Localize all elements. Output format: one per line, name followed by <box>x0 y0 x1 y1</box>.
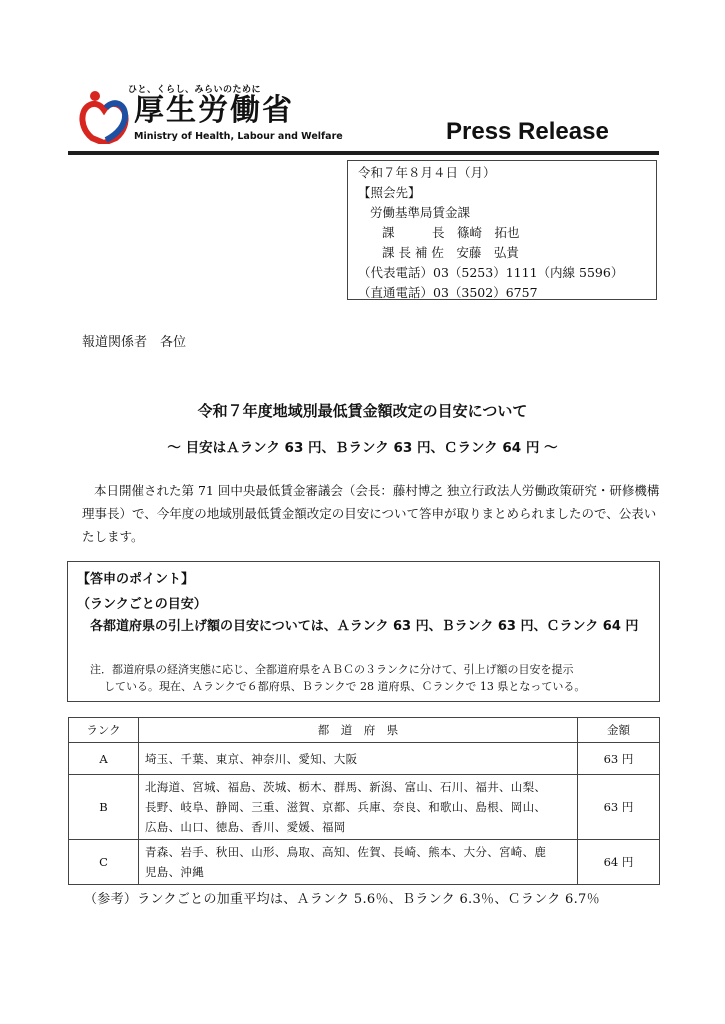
prefecture-line: 埼玉、千葉、東京、神奈川、愛知、大阪 <box>145 751 358 766</box>
prefecture-line: 長野、岐阜、静岡、三重、滋賀、京都、兵庫、奈良、和歌山、島根、岡山、 <box>145 800 547 814</box>
header-amount: 金額 <box>578 718 660 743</box>
table-row <box>69 743 660 775</box>
body-paragraph <box>82 479 660 548</box>
reference-note: （参考）ランクごとの加重平均は、Ａランク 5.6％、Ｂランク 6.3％、Ｃランク 6.7％ <box>84 892 600 907</box>
prefecture-line: 青森、岩手、秋田、山形、鳥取、高知、佐賀、長崎、熊本、大分、宮崎、鹿 <box>145 845 547 859</box>
chief-contact: 課 長 篠崎 拓也 <box>382 225 520 240</box>
contact-box <box>347 160 657 300</box>
ministry-emblem-icon <box>78 88 130 144</box>
header-rank: ランク <box>69 718 139 743</box>
header-prefectures: 都 道 府 県 <box>139 718 578 743</box>
inquiry-label: 【照会先】 <box>358 185 421 200</box>
note-line: 注．都道府県の経済実態に応じ、全都道府県をＡＢＣの３ランクに分けて、引上げ額の目安を提示 <box>90 663 574 676</box>
points-box <box>67 561 660 702</box>
table-row <box>69 775 660 840</box>
table-row <box>69 840 660 885</box>
rank-cell: C <box>69 840 139 885</box>
recipients: 報道関係者 各位 <box>82 335 187 350</box>
note <box>90 661 655 695</box>
subtitle: ～ 目安はＡランク 63 円、Ｂランク 63 円、Ｃランク 64 円 ～ <box>167 440 558 456</box>
prefecture-cell <box>139 743 578 775</box>
amount-cell: 64 円 <box>578 840 660 885</box>
main-title: 令和７年度地域別最低賃金額改定の目安について <box>197 402 528 420</box>
phone-main: （代表電話）03（5253）1111（内線 5596） <box>358 265 624 280</box>
press-release-heading: Press Release <box>446 118 609 145</box>
points-heading: 【答申のポイント】 <box>77 572 195 587</box>
rank-cell: A <box>69 743 139 775</box>
prefecture-line: 広島、山口、徳島、香川、愛媛、福岡 <box>145 820 346 834</box>
header-rule <box>68 151 659 155</box>
prefecture-cell <box>139 775 578 840</box>
table-header-row <box>69 718 660 743</box>
body-line: 本日開催された第 71 回中央最低賃金審議会（会長：藤村博之 独立行政法人労働政策研 <box>94 483 585 498</box>
prefecture-line: 北海道、宮城、福島、茨城、栃木、群馬、新潟、富山、石川、福井、山梨、 <box>145 780 547 794</box>
phone-direct: （直通電話）03（3502）6757 <box>358 285 538 300</box>
release-date: 令和７年８月４日（月） <box>358 165 496 180</box>
rank-heading: （ランクごとの目安） <box>77 597 207 612</box>
body-line: られましたので、公表いたします。 <box>82 506 657 544</box>
rank-table <box>68 717 660 885</box>
rank-summary: 各都道府県の引上げ額の目安については、Ａランク 63 円、Ｂランク 63 円、Ｃランク 64 円 <box>90 619 639 634</box>
amount-cell: 63 円 <box>578 775 660 840</box>
deputy-contact: 課 長 補 佐 安藤 弘貴 <box>382 245 519 260</box>
ministry-name-en: Ministry of Health, Labour and Welfare <box>134 131 343 142</box>
body-line: 究・研修機構理事長）で、今年度の地域別最低賃金額改定の目安について答申が取りまとめ <box>82 483 660 521</box>
ministry-name-jp: 厚生労働省 <box>134 93 294 128</box>
prefecture-cell <box>139 840 578 885</box>
note-line: している。現在、Ａランクで６都府県、Ｂランクで 28 道府県、Ｃランクで 13 県となっている。 <box>104 680 586 693</box>
prefecture-line: 児島、沖縄 <box>145 865 204 879</box>
department: 労働基準局賃金課 <box>370 205 471 220</box>
amount-cell: 63 円 <box>578 743 660 775</box>
rank-cell: B <box>69 775 139 840</box>
tagline: ひと、くらし、みらいのために <box>128 85 262 95</box>
